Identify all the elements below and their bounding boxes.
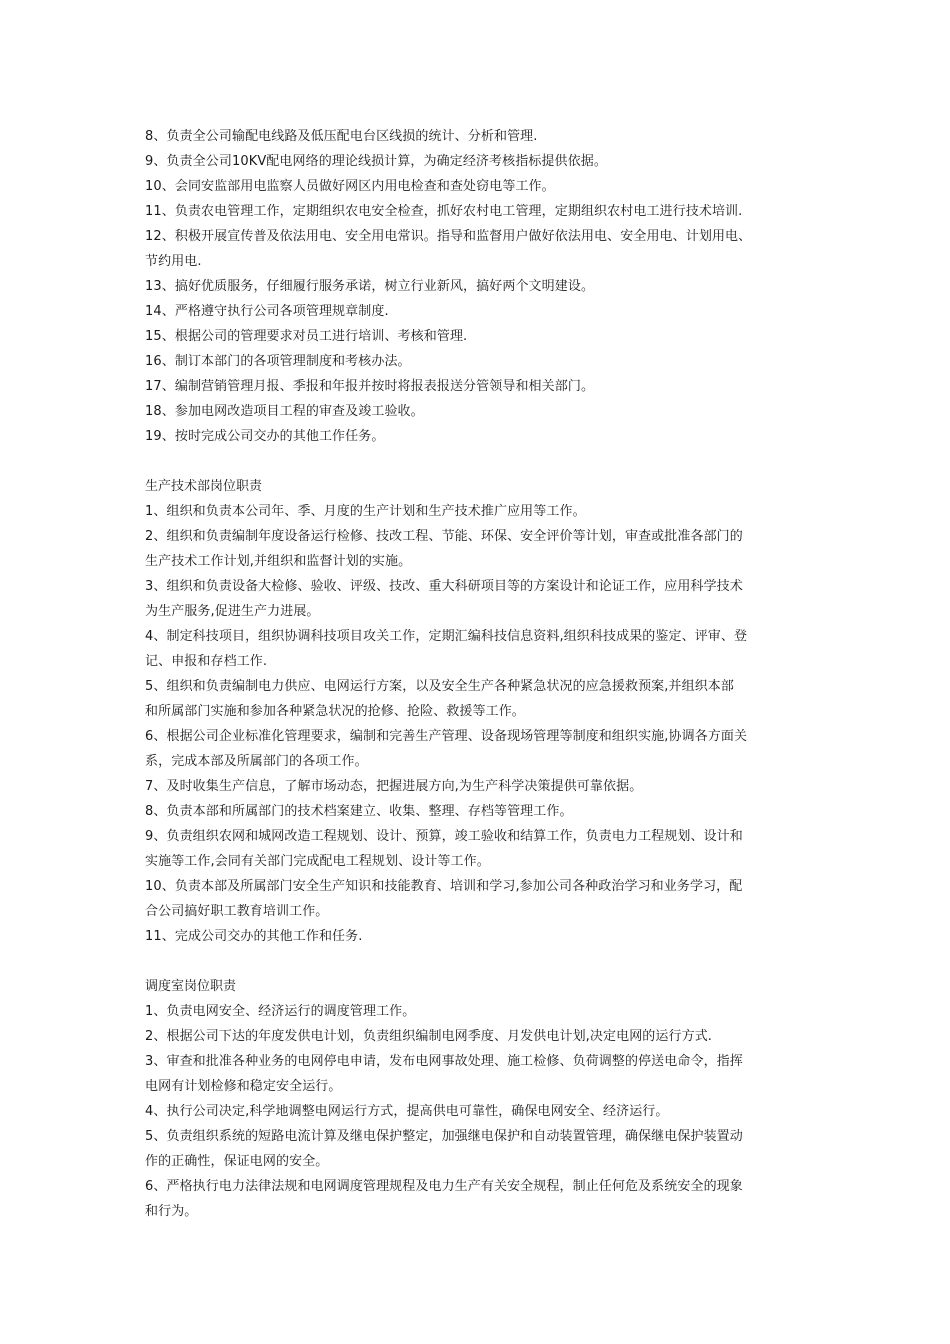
duty-line: 17、编制营销管理月报、季报和年报并按时将报表报送分管领导和相关部门。 <box>145 379 595 394</box>
section-gap <box>145 449 810 474</box>
duty-line: 4、制定科技项目，组织协调科技项目攻关工作，定期汇编科技信息资料,组织科技成果的鉴定、评审、登 <box>145 629 748 644</box>
duty-line: 11、完成公司交办的其他工作和任务. <box>145 929 363 944</box>
duty-line: 电网有计划检修和稳定安全运行。 <box>145 1079 342 1094</box>
duty-line: 合公司搞好职工教育培训工作。 <box>145 904 329 919</box>
section-dispatch-duties <box>145 974 810 1224</box>
duty-line: 和行为。 <box>145 1204 198 1219</box>
duty-line: 2、根据公司下达的年度发供电计划，负责组织编制电网季度、月发供电计划,决定电网的运行方式. <box>145 1029 713 1044</box>
duty-line: 12、积极开展宣传普及依法用电、安全用电常识。指导和监督用户做好依法用电、安全用电、计划用电、 <box>145 229 752 244</box>
section-title: 调度室岗位职责 <box>145 979 237 994</box>
duty-line: 节约用电. <box>145 254 202 269</box>
duty-line: 5、负责组织系统的短路电流计算及继电保护整定，加强继电保护和自动装置管理，确保继电保护装置动 <box>145 1129 743 1144</box>
duty-line: 15、根据公司的管理要求对员工进行培训、考核和管理. <box>145 329 468 344</box>
duty-line: 7、及时收集生产信息，了解市场动态，把握进展方向,为生产科学决策提供可靠依据。 <box>145 779 643 794</box>
duty-line: 8、负责本部和所属部门的技术档案建立、收集、整理、存档等管理工作。 <box>145 804 573 819</box>
section-gap <box>145 949 810 974</box>
duty-line: 3、组织和负责设备大检修、验收、评级、技改、重大科研项目等的方案设计和论证工作，应用科学技术 <box>145 579 743 594</box>
section-production-tech-duties <box>145 474 810 949</box>
duty-line: 11、负责农电管理工作，定期组织农电安全检查，抓好农村电工管理，定期组织农村电工进行技术培训. <box>145 204 743 219</box>
duty-line: 10、负责本部及所属部门安全生产知识和技能教育、培训和学习,参加公司各种政治学习和业务学习，配 <box>145 879 743 894</box>
duty-line: 6、严格执行电力法律法规和电网调度管理规程及电力生产有关安全规程，制止任何危及系统安全的现象 <box>145 1179 743 1194</box>
section-title: 生产技术部岗位职责 <box>145 479 263 494</box>
duty-line: 3、审查和批准各种业务的电网停电申请，发布电网事故处理、施工检修、负荷调整的停送电命令，指挥 <box>145 1054 743 1069</box>
duty-line: 18、参加电网改造项目工程的审查及竣工验收。 <box>145 404 424 419</box>
duty-line: 8、负责全公司输配电线路及低压配电台区线损的统计、分析和管理. <box>145 129 538 144</box>
duty-line: 为生产服务,促进生产力进展。 <box>145 604 320 619</box>
duty-line: 1、负责电网安全、经济运行的调度管理工作。 <box>145 1004 416 1019</box>
duty-line: 系，完成本部及所属部门的各项工作。 <box>145 754 368 769</box>
duty-line: 作的正确性，保证电网的安全。 <box>145 1154 329 1169</box>
document-page <box>145 124 810 1224</box>
duty-line: 和所属部门实施和参加各种紧急状况的抢修、抢险、救援等工作。 <box>145 704 525 719</box>
duty-line: 记、申报和存档工作. <box>145 654 268 669</box>
duty-line: 13、搞好优质服务，仔细履行服务承诺，树立行业新风，搞好两个文明建设。 <box>145 279 595 294</box>
duty-line: 10、会同安监部用电监察人员做好网区内用电检查和查处窃电等工作。 <box>145 179 555 194</box>
duty-line: 实施等工作,会同有关部门完成配电工程规划、设计等工作。 <box>145 854 490 869</box>
duty-line: 9、负责全公司10KV配电网络的理论线损计算，为确定经济考核指标提供依据。 <box>145 154 607 169</box>
duty-line: 4、执行公司决定,科学地调整电网运行方式，提高供电可靠性，确保电网安全、经济运行。 <box>145 1104 669 1119</box>
duty-line: 生产技术工作计划,并组织和监督计划的实施。 <box>145 554 412 569</box>
duty-line: 14、严格遵守执行公司各项管理规章制度. <box>145 304 389 319</box>
duty-line: 1、组织和负责本公司年、季、月度的生产计划和生产技术推广应用等工作。 <box>145 504 586 519</box>
duty-line: 2、组织和负责编制年度设备运行检修、技改工程、节能、环保、安全评价等计划，审查或批准各部门的 <box>145 529 743 544</box>
duty-line: 5、组织和负责编制电力供应、电网运行方案，以及安全生产各种紧急状况的应急援救预案,并组织本部 <box>145 679 735 694</box>
section-marketing-duties <box>145 124 810 449</box>
duty-line: 9、负责组织农网和城网改造工程规划、设计、预算，竣工验收和结算工作，负责电力工程规划、设计和 <box>145 829 743 844</box>
duty-line: 19、按时完成公司交办的其他工作任务。 <box>145 429 385 444</box>
duty-line: 6、根据公司企业标准化管理要求，编制和完善生产管理、设备现场管理等制度和组织实施,协调各方面关 <box>145 729 748 744</box>
duty-line: 16、制订本部门的各项管理制度和考核办法。 <box>145 354 411 369</box>
